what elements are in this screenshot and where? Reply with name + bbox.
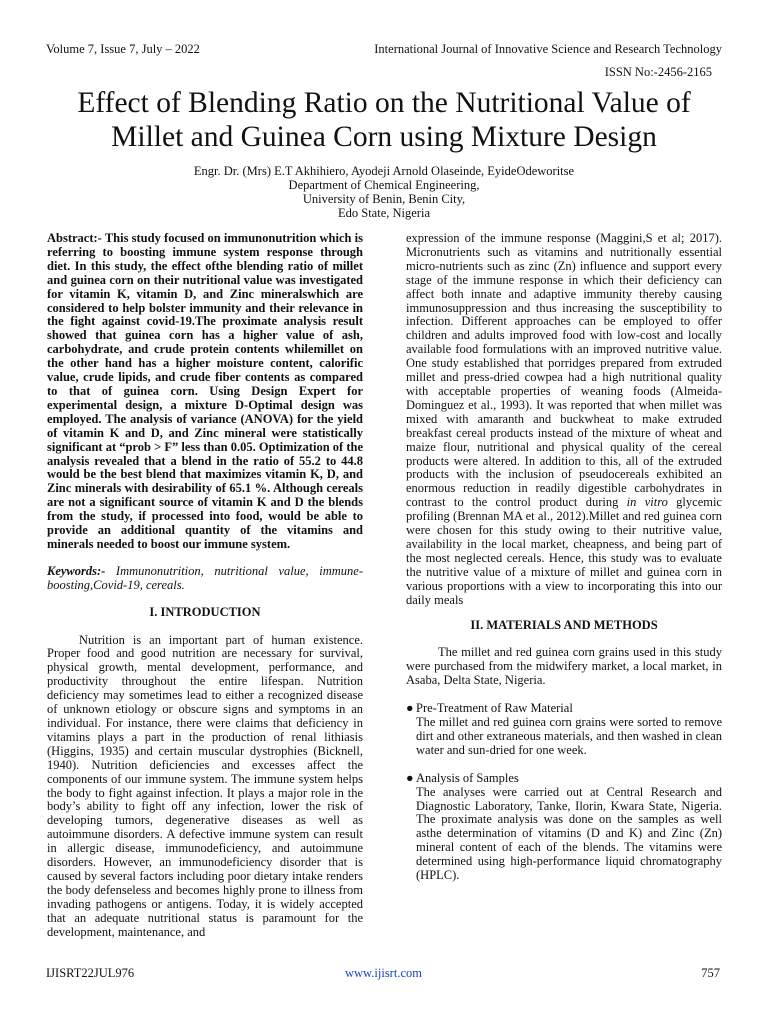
bullet-icon: ● — [406, 701, 414, 716]
journal-website-link[interactable]: www.ijisrt.com — [345, 966, 422, 980]
title-line-1: Effect of Blending Ratio on the Nutritional Value of — [77, 87, 691, 119]
keywords-label: Keywords:- — [47, 563, 106, 578]
introduction-continuation — [406, 232, 722, 607]
author-location: Edo State, Nigeria — [338, 206, 430, 220]
author-university: University of Benin, Benin City, — [302, 192, 466, 206]
issn: ISSN No:-2456-2165 — [604, 65, 712, 79]
section-heading-introduction: I. INTRODUCTION — [149, 604, 261, 619]
in-vitro-term: in vitro — [626, 495, 668, 510]
keywords-text: Immunonutrition, nutritional value, immune-boosting,Covid-19, cereals. — [47, 563, 363, 592]
author-block — [0, 164, 768, 220]
subsection-title: Pre-Treatment of Raw Material — [416, 701, 573, 716]
subsection-title: Analysis of Samples — [416, 770, 519, 785]
subsection-text: The millet and red guinea corn grains were sorted to remove dirt and other extraneous materials, and then washed in clean water and sun-dried for one week. — [416, 715, 722, 757]
keywords — [47, 565, 363, 593]
page-number: 757 — [701, 966, 720, 980]
continuation-text-1: expression of the immune response (Maggini,S et al; 2017). Micronutrients such as vitamins and nutritionally essential micro-nutrients such as zinc (Zn) influence and support every stage of the immune response in which their deficiency can affect both innate and adaptive immunity thereby causing immunosuppression and thus increasing the susceptibility to infection. Different approaches can be employed to offer children and adults improved food with low-cost and locally available food formulations with an improved nutritive value. One study established that porridges prepared from extruded millet and press-dried cowpea had a high nutritional quality with acceptable properties of weaning foods (Almeida-Dominguez et al., 1993). It was reported that when millet was mixed with amaranth and buckwheat to make extruded breakfast cereal products instead of the mixture of wheat and maize flour, nutritional and physical quality of the cereal products were altered. In addition to this, all of the extruded products with the inclusion of pseudocereals exhibited an enormous reduction in readily digestible carbohydrates in contrast to the control product during — [406, 231, 722, 510]
subsection-analysis — [406, 772, 722, 883]
continuation-text-2: glycemic profiling (Brennan MA et al., 2012).Millet and red guinea corn were chosen for this study owing to their nutritive value, availability in the local market, cheapness, and being part of the most neglected cereals. Hence, this study was to evaluate the nutritive value of a mixture of millet and guinea corn in various proportions with a view to incorporating this into our daily meals — [406, 495, 722, 607]
left-column — [47, 232, 363, 940]
paper-code: IJISRT22JUL976 — [46, 966, 135, 980]
abstract: Abstract:- This study focused on immunonutrition which is referring to boosting immune system response through diet. In this study, the effect ofthe blending ratio of millet and guinea corn on their nutritional value was investigated for vitamin K, vitamin D, and Zinc mineralswhich are considered to help bolster immunity and their relevance in the fight against covid-19.The proximate analysis result showed that guinea corn has a higher value of ash, carbohydrate, and crude protein contents whilemillet on the other hand has a higher moisture content, calorific value, crude lipids, and crude fiber contents as compared to that of guinea corn. Using Design Expert for experimental design, a mixture D-Optimal design was employed. The analysis of variance (ANOVA) for the yield of vitamin K and D, and Zinc mineral were statistically significant at “prob > F” less than 0.05. Optimization of the analysis revealed that a blend in the ratio of 55.2 to 44.8 would be the best blend that maximizes vitamin K, D, and Zinc minerals with desirability of 65.1 %. Although cereals are not a significant source of vitamin K and D the blends from the study, if processed into food, would be able to provide an additional quantity of the vitamins and minerals needed to boost our immune system. — [47, 231, 363, 551]
title-line-2: Millet and Guinea Corn using Mixture Design — [111, 121, 657, 153]
paper-title — [20, 86, 748, 154]
author-names: Engr. Dr. (Mrs) E.T Akhihiero, Ayodeji Arnold Olaseinde, EyideOdeworitse — [193, 164, 575, 178]
section-heading-materials-methods: II. MATERIALS AND METHODS — [470, 618, 658, 633]
right-column — [406, 232, 722, 883]
author-department: Department of Chemical Engineering, — [288, 178, 480, 192]
bullet-icon: ● — [406, 770, 414, 785]
subsection-text: The analyses were carried out at Central Research and Diagnostic Laboratory, Tanke, Ilorin, Kwara State, Nigeria. The proximate analysis was done on the samples as well asthe determination of vitamins (D and K) and Zinc (Zn) mineral content of each of the blends. The vitamins were determined using high-performance liquid chromatography (HPLC). — [416, 784, 722, 883]
introduction-paragraph: Nutrition is an important part of human existence. Proper food and good nutrition are necessary for survival, physical growth, mental development, performance, and productivity throughout the entire lifespan. Nutrition deficiency may sometimes lead to either a recognized disease of unknown etiology or obscure signs and symptoms in an individual. For instance, there were claims that deficiency in vitamins plays a part in the production of renal lithiasis (Higgins, 1935) and certain muscular dystrophies (Bicknell, 1940). Nutrition deficiencies and excesses affect the components of our immune system. The immune system helps the body to fight against infection. It plays a major role in the body’s ability to fight off any infection, lower the risk of developing tumors, degenerative diseases as well as autoimmune disorders. A defective immune system can result in allergic disease, immunodeficiency, and autoimmune disorders. However, an immunodeficiency disorder that is caused by several factors including poor dietary intake renders the body defenseless and becomes highly prone to illness from invading pathogens or antigens. Today, it is widely accepted that an adequate nutritional status is paramount for the development, maintenance, and — [47, 632, 363, 939]
volume-issue: Volume 7, Issue 7, July – 2022 — [46, 42, 200, 56]
methods-intro-paragraph: The millet and red guinea corn grains used in this study were purchased from the midwifery market, a local market, in Asaba, Delta State, Nigeria. — [406, 645, 722, 688]
journal-name: International Journal of Innovative Science and Research Technology — [374, 42, 722, 56]
subsection-pretreatment — [406, 702, 722, 758]
